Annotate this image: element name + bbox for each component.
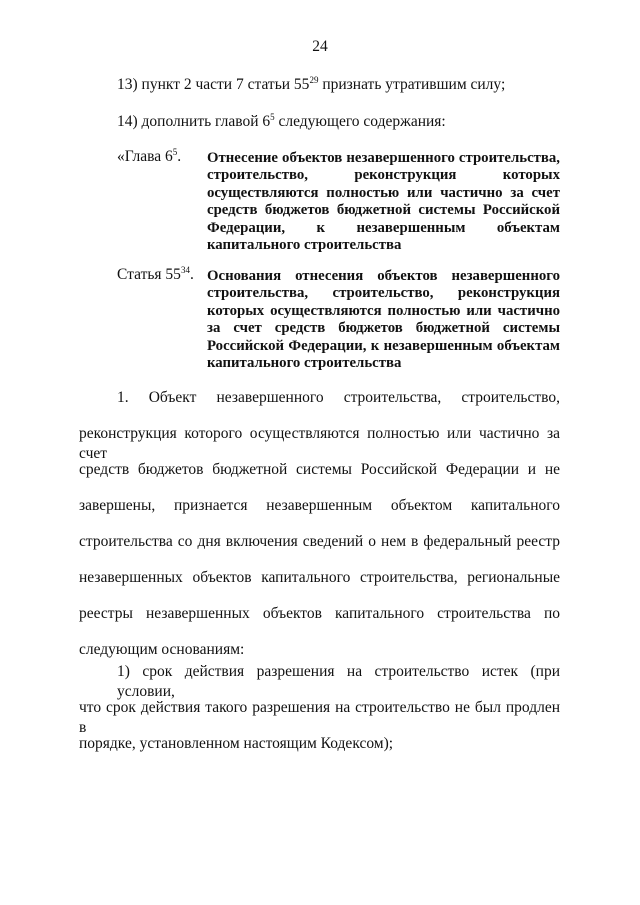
clause-1-line: 1. Объект незавершенного строительства, строительство, bbox=[117, 389, 560, 406]
chapter-label-dot: . bbox=[177, 148, 182, 165]
item-13-text-end: признать утратившим силу; bbox=[318, 76, 506, 93]
item-14-superscript: 5 bbox=[270, 112, 275, 122]
article-label-text: Статья 55 bbox=[117, 266, 181, 283]
clause-1-line: средств бюджетов бюджетной системы Российской Федерации и не bbox=[79, 461, 560, 478]
article-label bbox=[117, 266, 194, 284]
sub-item-1-line: 1) срок действия разрешения на строительство истек (при условии, bbox=[117, 663, 560, 700]
clause-1-line: завершены, признается незавершенным объектом капитального bbox=[79, 497, 560, 514]
clause-1-line: строительства со дня включения сведений о нем в федеральный реестр bbox=[79, 533, 560, 550]
clause-1-line: реестры незавершенных объектов капитального строительства по bbox=[79, 605, 560, 622]
clause-1-line: незавершенных объектов капитального строительства, региональные bbox=[79, 569, 560, 586]
article-title: Основания отнесения объектов незавершенного строительства, строительство, реконструкция которых осуществляются полностью или частично за счет средств бюджетов бюджетной системы Российской Федерации, к незавершенным объектам капитального строительства bbox=[207, 268, 560, 372]
item-14-text: 14) дополнить главой 6 bbox=[117, 113, 271, 130]
item-13 bbox=[117, 76, 505, 94]
item-14 bbox=[117, 113, 446, 131]
clause-1-line: реконструкция которого осуществляются полностью или частично за счет bbox=[79, 425, 560, 462]
item-13-text: 13) пункт 2 части 7 статьи 55 bbox=[117, 76, 310, 93]
sub-item-1-line: порядке, установленном настоящим Кодексом); bbox=[79, 735, 394, 752]
sub-item-1 bbox=[79, 662, 560, 770]
item-14-text-end: следующего содержания: bbox=[274, 113, 446, 130]
page-number: 24 bbox=[312, 38, 328, 55]
article-label-dot: . bbox=[189, 266, 194, 283]
clause-1-line: следующим основаниям: bbox=[79, 641, 245, 658]
chapter-label-text: «Глава 6 bbox=[117, 148, 173, 165]
article-label-superscript: 34 bbox=[180, 265, 190, 275]
sub-item-1-line: что срок действия такого разрешения на строительство не был продлен в bbox=[79, 699, 560, 736]
chapter-label bbox=[117, 148, 181, 166]
clause-1 bbox=[79, 388, 560, 676]
chapter-title: Отнесение объектов незавершенного строительства, строительство, реконструкция которых осуществляются полностью или частично за счет средств бюджетов бюджетной системы Российской Федерации, к незавершенным объектам капитального строительства bbox=[207, 150, 560, 254]
item-13-superscript: 29 bbox=[309, 75, 319, 85]
chapter-label-superscript: 5 bbox=[172, 147, 178, 157]
